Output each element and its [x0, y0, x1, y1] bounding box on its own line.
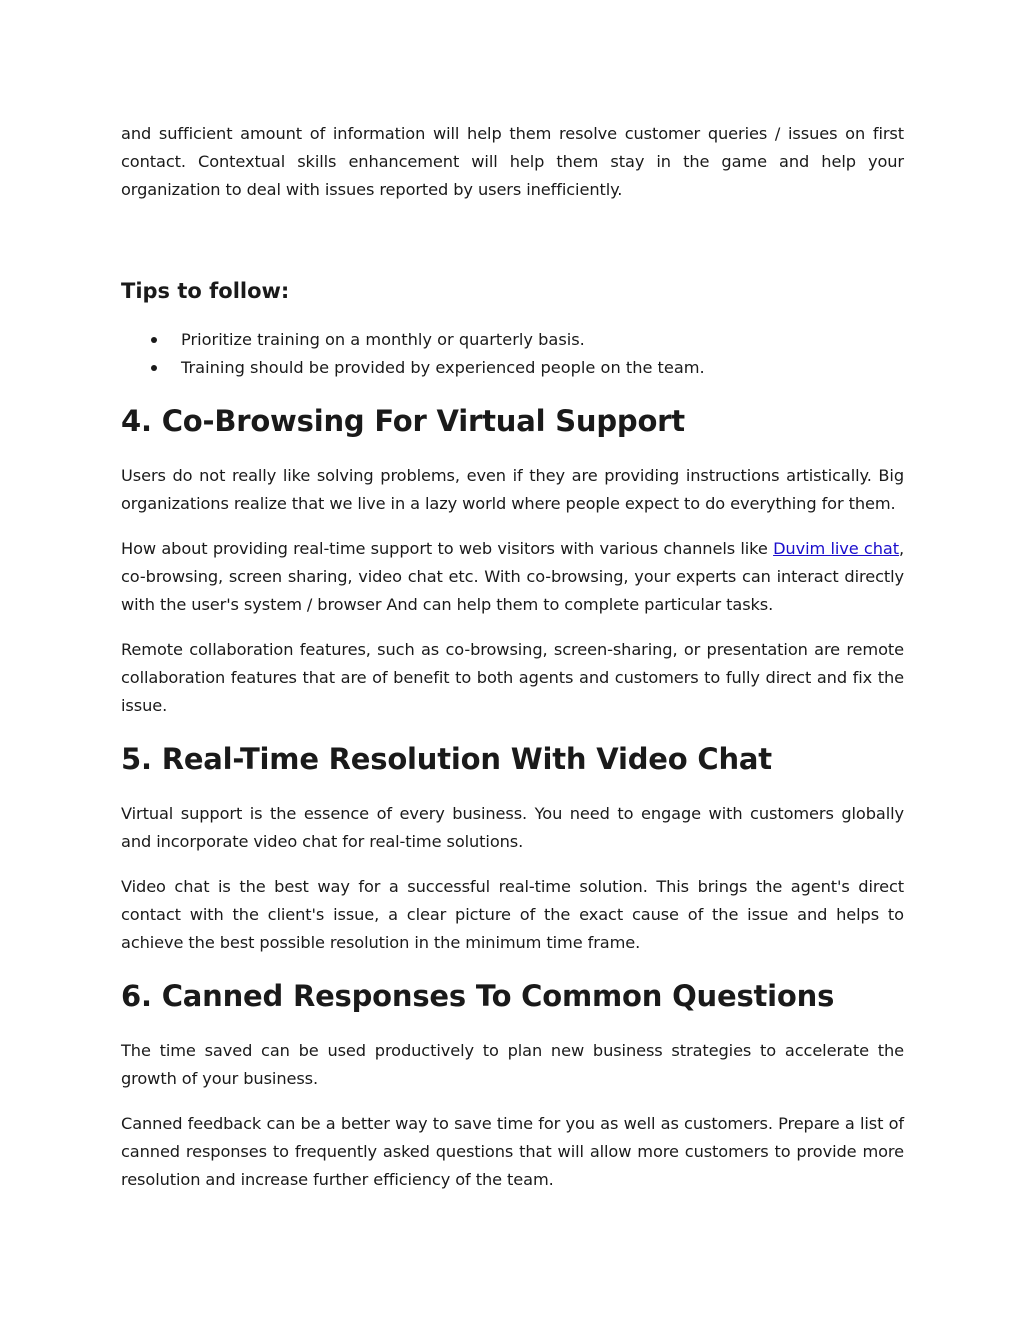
list-item-text: Prioritize training on a monthly or quarterly basis. [181, 330, 585, 349]
bullet-icon [151, 365, 157, 371]
section-5-paragraph-1: Virtual support is the essence of every business. You need to engage with customers globally and incorporate video chat for real-time solutions. [121, 804, 904, 851]
section-5-heading: 5. Real-Time Resolution With Video Chat [121, 742, 772, 776]
paragraph-text: How about providing real-time support to web visitors with various channels like [121, 539, 774, 558]
duvim-live-chat-link[interactable]: Duvim live chat [773, 539, 899, 558]
list-item [121, 354, 904, 382]
list-item [121, 326, 904, 354]
section-6-heading: 6. Canned Responses To Common Questions [121, 979, 835, 1013]
section-4-paragraph-2 [121, 535, 904, 619]
bullet-icon [151, 337, 157, 343]
section-4-paragraph-3: Remote collaboration features, such as co-browsing, screen-sharing, or presentation are remote collaboration features that are of benefit to both agents and customers to fully direct and fix the issue. [121, 640, 904, 715]
section-6-paragraph-2: Canned feedback can be a better way to save time for you as well as customers. Prepare a list of canned responses to frequently asked questions that will allow more customers to provide more resolution and increase further efficiency of the team. [121, 1114, 904, 1189]
tips-list [121, 326, 904, 382]
tips-heading: Tips to follow: [121, 279, 290, 303]
paragraph-text: , co-browsing, screen sharing, video chat etc. With co-browsing, your experts can interact directly with the user's system / browser And can help them to complete particular tasks. [121, 539, 904, 614]
section-4-paragraph-1: Users do not really like solving problems, even if they are providing instructions artistically. Big organizations realize that we live in a lazy world where people expect to do everything for them. [121, 466, 904, 513]
section-6-paragraph-1: The time saved can be used productively to plan new business strategies to accelerate the growth of your business. [121, 1041, 904, 1088]
section-5-paragraph-2: Video chat is the best way for a successful real-time solution. This brings the agent's direct contact with the client's issue, a clear picture of the exact cause of the issue and helps to achieve the best possible resolution in the minimum time frame. [121, 877, 904, 952]
list-item-text: Training should be provided by experienced people on the team. [181, 358, 705, 377]
intro-paragraph: and sufficient amount of information will help them resolve customer queries / issues on first contact. Contextual skills enhancement will help them stay in the game and help your organization to deal with issues reported by users inefficiently. [121, 124, 904, 199]
section-4-heading: 4. Co-Browsing For Virtual Support [121, 404, 685, 438]
